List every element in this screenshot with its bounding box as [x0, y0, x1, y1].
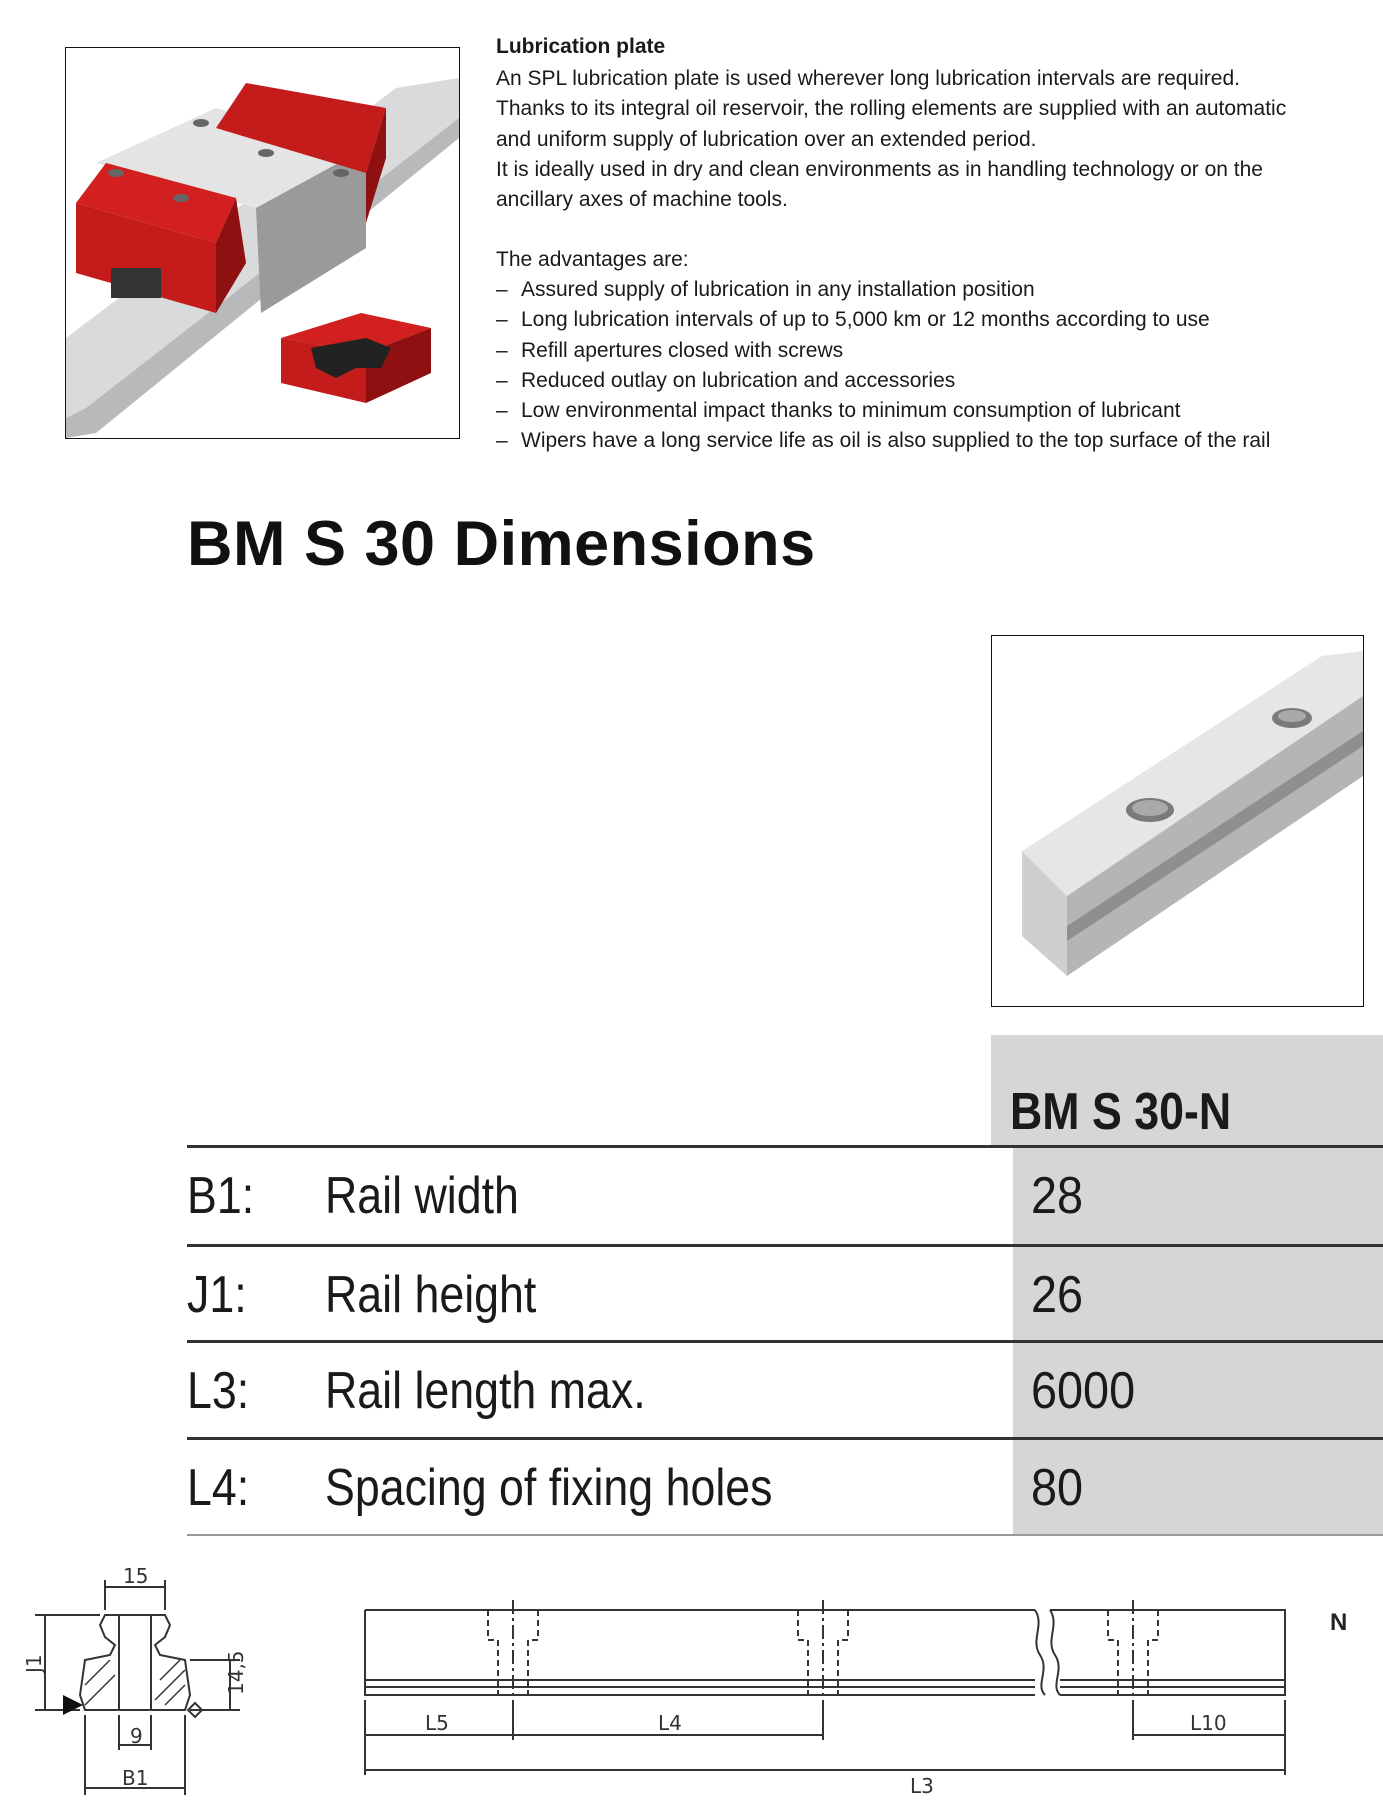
list-item: – Assured supply of lubrication in any installation position [496, 275, 1346, 305]
paragraph-line: Thanks to its integral oil reservoir, the rolling elements are supplied with an automatic [496, 97, 1287, 121]
table-row [187, 1343, 1383, 1439]
dim-label-bottom-inner: 9 [130, 1724, 143, 1748]
cross-section-drawing [15, 1555, 255, 1805]
list-item: – Refill apertures closed with screws [496, 336, 1346, 366]
page-title: BM S 30 Dimensions [187, 509, 816, 579]
row-label: Spacing of fixing holes [325, 1459, 773, 1517]
table-row [187, 1247, 1383, 1343]
row-value: 80 [1031, 1459, 1084, 1517]
dim-label-left: J1 [22, 1654, 46, 1673]
list-item: – Wipers have a long service life as oil is also supplied to the top surface of the rail [496, 426, 1346, 456]
lubrication-title: Lubrication plate [496, 35, 666, 58]
row-value: 28 [1031, 1167, 1084, 1225]
row-label: Rail length max. [325, 1362, 646, 1420]
column-header: BM S 30-N [1010, 1083, 1232, 1141]
row-label: Rail height [325, 1266, 537, 1324]
dim-label-l5: L5 [425, 1711, 449, 1735]
dim-label-l10: L10 [1190, 1711, 1227, 1735]
row-label: Rail width [325, 1167, 519, 1225]
dim-label-right: 14,5 [224, 1650, 248, 1695]
table-row [187, 1440, 1383, 1536]
row-code: B1: [187, 1167, 255, 1225]
row-value-cell [1013, 1343, 1383, 1439]
row-code: L3: [187, 1362, 250, 1420]
rail-image [991, 635, 1364, 1007]
table-divider [187, 1534, 1383, 1536]
dim-label-l3: L3 [910, 1774, 934, 1798]
row-value: 26 [1031, 1266, 1084, 1324]
row-value-cell [1013, 1148, 1383, 1244]
row-value: 6000 [1031, 1362, 1136, 1420]
row-code: L4: [187, 1459, 250, 1517]
side-view-drawing [355, 1595, 1375, 1800]
advantages-intro: The advantages are: [496, 248, 689, 271]
row-code: J1: [187, 1266, 247, 1324]
paragraph-line: ancillary axes of machine tools. [496, 188, 788, 212]
lubrication-paragraph [496, 64, 1321, 215]
table-row [187, 1148, 1383, 1244]
row-value-cell [1013, 1440, 1383, 1536]
list-item: – Low environmental impact thanks to minimum consumption of lubricant [496, 396, 1346, 426]
advantages-list [496, 275, 1346, 457]
dim-label-bottom: B1 [122, 1766, 149, 1790]
lubrication-plate-image [65, 47, 460, 439]
list-item: – Long lubrication intervals of up to 5,000 km or 12 months according to use [496, 305, 1346, 335]
dim-label-top: 15 [123, 1564, 149, 1588]
paragraph-line: It is ideally used in dry and clean environments as in handling technology or on the [496, 157, 1263, 181]
paragraph-line: and uniform supply of lubrication over an extended period. [496, 127, 1037, 151]
paragraph-line: An SPL lubrication plate is used wherever long lubrication intervals are required. [496, 67, 1240, 90]
dim-label-l4: L4 [658, 1711, 682, 1735]
dim-label-n: N [1330, 1609, 1348, 1636]
row-value-cell [1013, 1247, 1383, 1343]
list-item: – Reduced outlay on lubrication and accessories [496, 366, 1346, 396]
